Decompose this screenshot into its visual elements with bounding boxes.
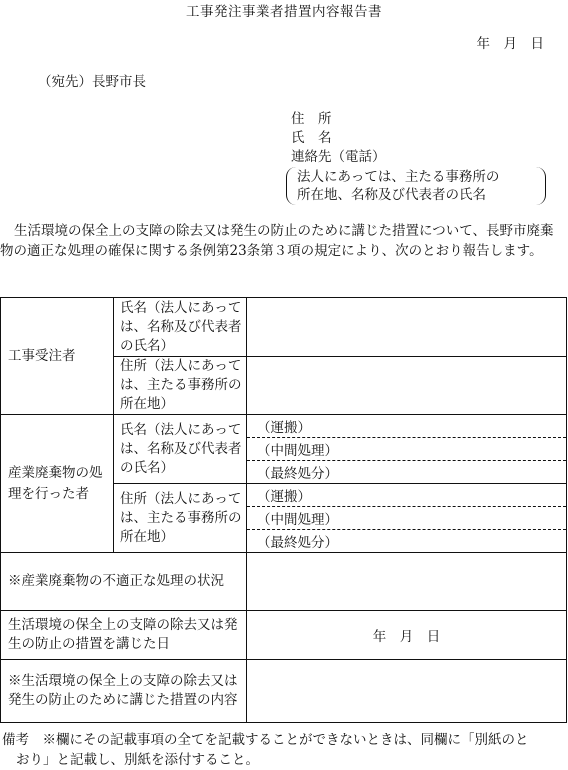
- disposer-name-final[interactable]: （最終処分）: [247, 461, 567, 484]
- measure-date-value[interactable]: 年 月 日: [247, 611, 567, 660]
- measure-content-field[interactable]: [247, 660, 567, 723]
- measure-content-label: ※生活環境の保全上の支障の除去又は発生の防止のために講じた措置の内容: [1, 660, 247, 723]
- improper-handling-label: ※産業廃棄物の不適正な処理の状況: [1, 553, 247, 611]
- disposer-address-label: 住所（法人にあっては、主たる事務所の所在地）: [114, 484, 247, 553]
- improper-handling-field[interactable]: [247, 553, 567, 611]
- intro-paragraph: 生活環境の保全上の支障の除去又は発生の防止のために講じた措置について、長野市廃棄物の適正な処理の確保に関する条例第23条第３項の規定により、次のとおり報告します。: [0, 223, 554, 259]
- disposer-name-transport[interactable]: （運搬）: [247, 415, 567, 438]
- contractor-name-label: 氏名（法人にあっては、名称及び代表者の氏名）: [114, 298, 247, 357]
- applicant-name-label: 氏 名: [291, 130, 332, 146]
- corporate-note-bracket: [286, 167, 546, 205]
- report-table: [0, 297, 567, 723]
- disposer-address-intermediate[interactable]: （中間処理）: [247, 507, 567, 530]
- document-title: 工事発注事業者措置内容報告書: [186, 4, 382, 20]
- disposer-address-transport[interactable]: （運搬）: [247, 484, 567, 507]
- remarks-line2: おり」と記載し、別紙を添付すること。: [16, 752, 259, 768]
- report-date: 年 月 日: [476, 36, 544, 52]
- applicant-contact-label: 連絡先（電話）: [291, 149, 386, 165]
- contractor-name-field[interactable]: [247, 298, 567, 357]
- disposer-name-intermediate[interactable]: （中間処理）: [247, 438, 567, 461]
- contractor-label: 工事受注者: [1, 298, 114, 415]
- remarks-line1: 備考 ※欄にその記載事項の全てを記載することができないときは、同欄に「別紙のと: [2, 732, 529, 748]
- remarks-note: [2, 730, 567, 770]
- corporate-note-line2: 所在地、名称及び代表者の氏名: [297, 187, 486, 203]
- contractor-address-label: 住所（法人にあっては、主たる事務所の所在地）: [114, 357, 247, 415]
- addressee: （宛先）長野市長: [38, 74, 146, 90]
- disposer-address-final[interactable]: （最終処分）: [247, 530, 567, 553]
- applicant-address-label: 住 所: [291, 111, 332, 127]
- contractor-address-field[interactable]: [247, 357, 567, 415]
- disposer-label: 産業廃棄物の処理を行った者: [1, 415, 114, 553]
- corporate-note-line1: 法人にあっては、主たる事務所の: [297, 169, 500, 185]
- measure-date-label: 生活環境の保全上の支障の除去又は発生の防止の措置を講じた日: [1, 611, 247, 660]
- disposer-name-label: 氏名（法人にあっては、名称及び代表者の氏名）: [114, 415, 247, 484]
